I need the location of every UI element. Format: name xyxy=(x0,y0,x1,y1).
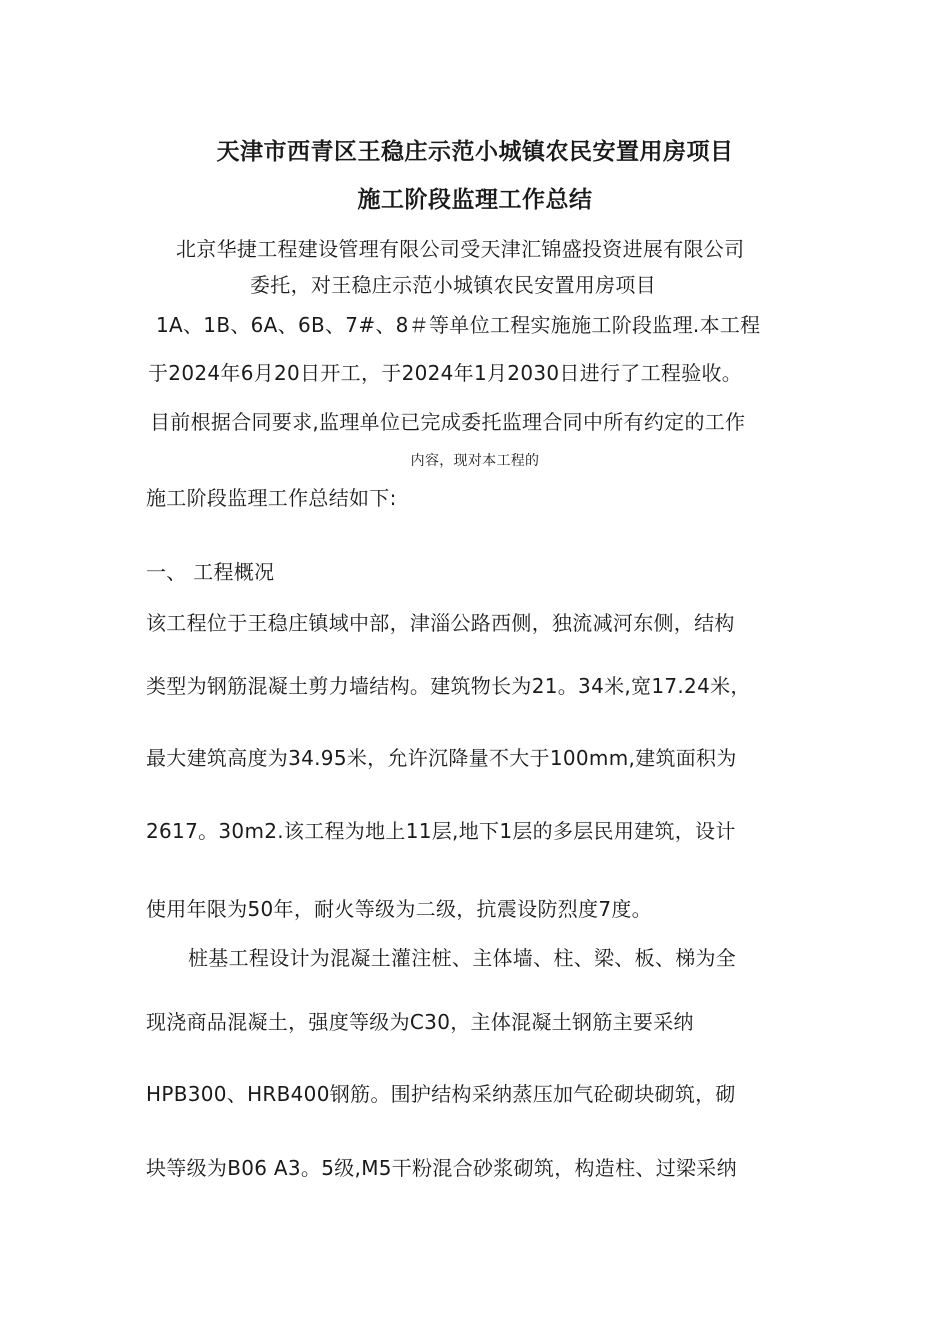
overview-line-1: 该工程位于王稳庄镇域中部，津淄公路西侧，独流减河东侧，结构 xyxy=(146,611,735,635)
structure-line-4: 块等级为B06 A3。5级,M5干粉混合砂浆砌筑，构造柱、过梁采纳 xyxy=(146,1156,737,1180)
section-heading: 一、 工程概况 xyxy=(146,560,275,584)
structure-line-3: HPB300、HRB400钢筋。围护结构采纳蒸压加气砼砌块砌筑，砌 xyxy=(146,1082,736,1106)
intro-line-3: 1A、1B、6A、6B、7#、8＃等单位工程实施施工阶段监理.本工程 xyxy=(156,313,761,337)
intro-line-4: 于2024年6月20日开工，于2024年1月2030日进行了工程验收。 xyxy=(148,361,743,385)
overview-line-4: 2617。30m2.该工程为地上11层,地下1层的多层民用建筑，设计 xyxy=(146,819,736,843)
overview-line-5: 使用年限为50年，耐火等级为二级，抗震设防烈度7度。 xyxy=(146,897,652,921)
overview-line-2: 类型为钢筋混凝土剪力墙结构。建筑物长为21。34米,宽17.24米， xyxy=(146,674,751,698)
intro-line-6: 内容，现对本工程的 xyxy=(410,453,540,469)
intro-line-7: 施工阶段监理工作总结如下: xyxy=(146,486,397,510)
overview-line-3: 最大建筑高度为34.95米，允许沉降量不大于100mm,建筑面积为 xyxy=(146,746,737,770)
structure-line-2: 现浇商品混凝土，强度等级为C30，主体混凝土钢筋主要采纳 xyxy=(146,1010,694,1034)
intro-line-2: 委托，对王稳庄示范小城镇农民安置用房项目 xyxy=(250,273,656,297)
document-subtitle: 施工阶段监理工作总结 xyxy=(357,187,593,213)
intro-line-1: 北京华捷工程建设管理有限公司受天津汇锦盛投资进展有限公司 xyxy=(176,237,745,261)
structure-line-1: 桩基工程设计为混凝土灌注桩、主体墙、柱、梁、板、梯为全 xyxy=(188,946,737,970)
intro-line-5: 目前根据合同要求,监理单位已完成委托监理合同中所有约定的工作 xyxy=(150,410,746,434)
document-title: 天津市西青区王稳庄示范小城镇农民安置用房项目 xyxy=(216,139,734,165)
